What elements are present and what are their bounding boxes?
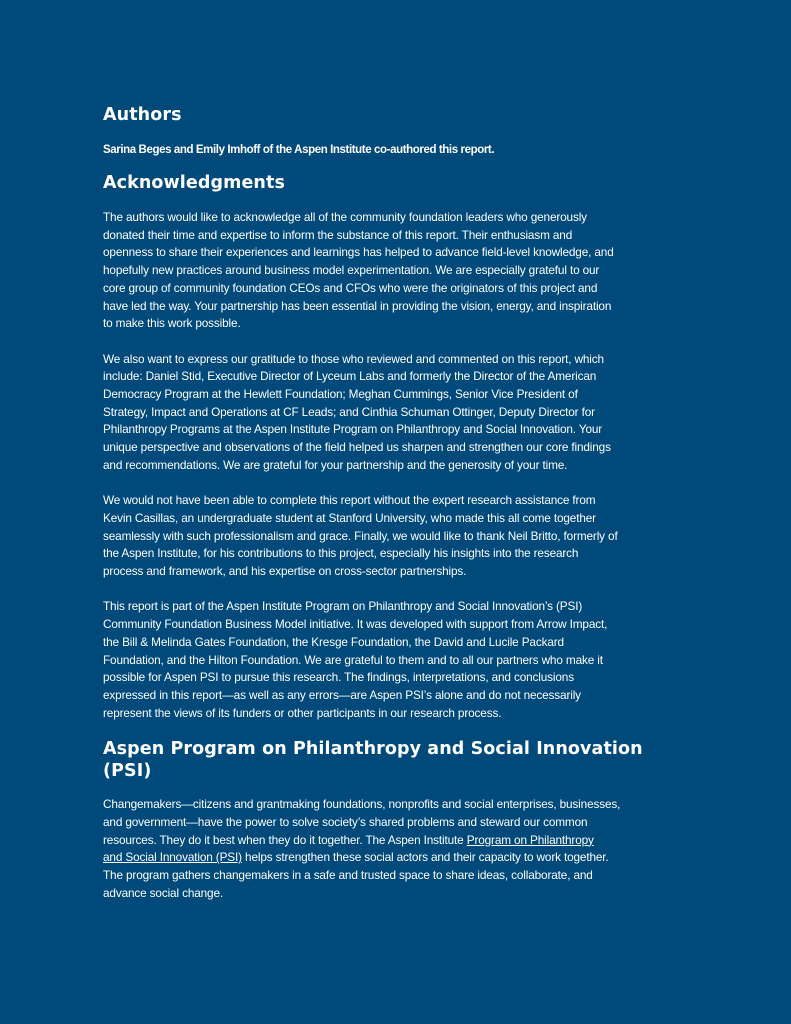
acknowledgments-paragraph-3 — [103, 492, 691, 581]
text-line: have led the way. Your partnership has been essential in providing the vision, energy, and inspiration — [103, 298, 612, 313]
text-line: Democracy Program at the Hewlett Foundation; Meghan Cummings, Senior Vice President of — [103, 387, 578, 402]
text-line: unique perspective and observations of the field helped us sharpen and strengthen our core findings — [103, 440, 611, 455]
text-line: and government—have the power to solve society’s shared problems and steward our common — [103, 815, 588, 830]
acknowledgments-paragraph-4 — [103, 598, 691, 722]
text-segment: resources. They do it best when they do it together. The Aspen Institute — [103, 832, 467, 847]
text-line: We also want to express our gratitude to those who reviewed and commented on this report, which — [103, 351, 604, 366]
text-line: The authors would like to acknowledge all of the community foundation leaders who generously — [103, 210, 587, 224]
text-line: core group of community foundation CEOs and CFOs who were the originators of this project and — [103, 280, 598, 295]
text-line: expressed in this report—as well as any errors—are Aspen PSI’s alone and do not necessarily — [103, 687, 581, 702]
text-line: Changemakers—citizens and grantmaking foundations, nonprofits and social enterprises, businesses, — [103, 797, 621, 812]
aspen-psi-section — [103, 738, 691, 902]
acknowledgments-paragraph-2 — [103, 351, 691, 475]
text-line: the Aspen Institute, for his contributions to this project, especially his insights into the research — [103, 546, 579, 561]
text-line: Community Foundation Business Model initiative. It was developed with support from Arrow Impact, — [103, 617, 608, 632]
text-line: process and framework, and his expertise on cross-sector partnerships. — [103, 564, 467, 579]
text-line: Strategy, Impact and Operations at CF Leads; and Cinthia Schuman Ottinger, Deputy Director for — [103, 404, 595, 419]
text-line: This report is part of the Aspen Institute Program on Philanthropy and Social Innovation’s (PSI) — [103, 599, 583, 614]
acknowledgments-paragraph-1 — [103, 209, 691, 333]
authors-section — [103, 104, 691, 158]
aspen-psi-paragraph — [103, 796, 691, 902]
text-line: and recommendations. We are grateful for your partnership and the generosity of your time. — [103, 457, 568, 472]
text-line: Foundation, and the Hilton Foundation. We are grateful to them and to all our partners who make it — [103, 652, 603, 667]
text-line: represent the views of its funders or other participants in our research process. — [103, 705, 502, 720]
text-line: donated their time and expertise to inform the substance of this report. Their enthusiasm and — [103, 227, 573, 242]
text-line: The program gathers changemakers in a safe and trusted space to share ideas, collaborate, and — [103, 868, 593, 883]
text-segment: helps strengthen these social actors and their capacity to work together. — [241, 850, 609, 865]
text-line: We would not have been able to complete this report without the expert research assistance from — [103, 493, 596, 508]
acknowledgments-heading: Acknowledgments — [103, 173, 285, 193]
text-line: hopefully new practices around business model experimentation. We are especially grateful to our — [103, 263, 600, 278]
text-line: openness to share their experiences and learnings has helped to advance field-level knowledge, and — [103, 245, 614, 260]
psi-program-link[interactable]: Program on Philanthropy — [466, 832, 594, 847]
heading-line: Aspen Program on Philanthropy and Social Innovation — [103, 739, 643, 760]
acknowledgments-section — [103, 172, 691, 722]
text-line: Kevin Casillas, an undergraduate student at Stanford University, who made this all come together — [103, 510, 596, 525]
text-line — [103, 849, 691, 867]
text-line: advance social change. — [103, 885, 223, 900]
heading-line: (PSI) — [103, 761, 152, 782]
text-line: Philanthropy Programs at the Aspen Institute Program on Philanthropy and Social Innovation. Your — [103, 422, 603, 437]
text-line: to make this work possible. — [103, 316, 241, 331]
authors-byline: Sarina Beges and Emily Imhoff of the Aspen Institute co-authored this report. — [103, 144, 495, 156]
authors-heading: Authors — [103, 105, 182, 125]
text-line: include: Daniel Stid, Executive Director of Lyceum Labs and formerly the Director of the American — [103, 369, 597, 384]
text-line — [103, 832, 691, 850]
text-line: the Bill & Melinda Gates Foundation, the Kresge Foundation, the David and Lucile Packard — [103, 634, 564, 649]
aspen-psi-heading — [103, 738, 691, 782]
psi-program-link-continued[interactable]: and Social Innovation (PSI) — [103, 850, 242, 865]
text-line: possible for Aspen PSI to pursue this research. The findings, interpretations, and conclusions — [103, 670, 574, 685]
text-line: seamlessly with such professionalism and grace. Finally, we would like to thank Neil Britto, formerly of — [103, 528, 618, 543]
